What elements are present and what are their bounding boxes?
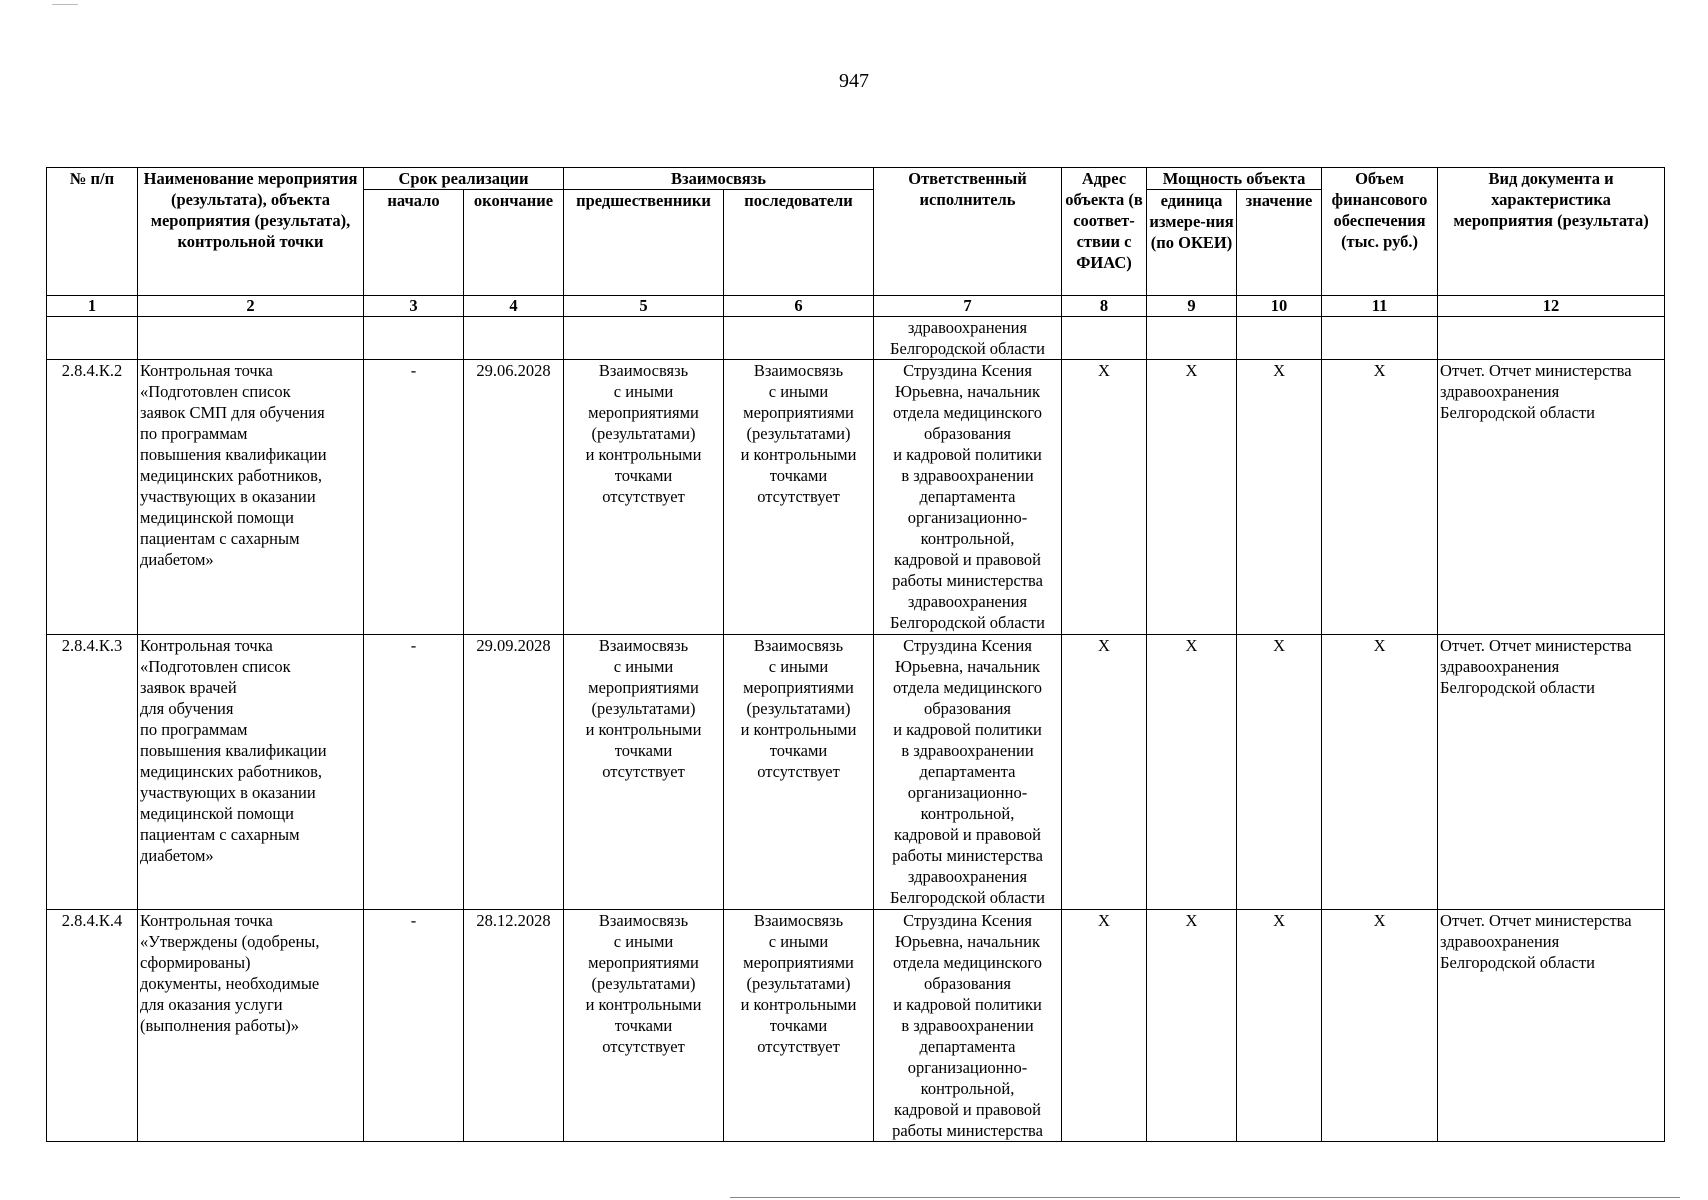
end-date: 29.06.2028 <box>464 360 564 635</box>
table-row <box>47 360 1665 635</box>
header-no: № п/п <box>47 168 138 296</box>
end-date: 28.12.2028 <box>464 910 564 1142</box>
responsible-cell: Струздина Ксения Юрьевна, начальник отдела медицинского образования и кадровой политики в здравоохранении департамента организационно- контрольной, кадровой и правовой работы министерства здравоохранения Белгородской области <box>874 360 1062 635</box>
table-cell <box>724 317 874 360</box>
successors: Взаимосвязь с иными мероприятиями (результатами) и контрольными точками отсутствует <box>724 635 874 910</box>
event-name: Контрольная точка «Утверждены (одобрены, сформированы) документы, необходимые для оказания услуги (выполнения работы)» <box>138 910 364 1142</box>
start-date: - <box>364 635 464 910</box>
header-term-end: окончание <box>464 190 564 296</box>
row-number: 2.8.4.К.2 <box>47 360 138 635</box>
column-number: 12 <box>1438 296 1665 317</box>
table-cell <box>1062 317 1147 360</box>
header-term-start: начало <box>364 190 464 296</box>
continuation-row <box>47 317 1665 360</box>
column-number-row <box>47 296 1665 317</box>
header-power-unit: единица измере-ния (по ОКЕИ) <box>1147 190 1237 296</box>
unit-cell: Х <box>1147 635 1237 910</box>
predecessors: Взаимосвязь с иными мероприятиями (результатами) и контрольными точками отсутствует <box>564 360 724 635</box>
column-number: 4 <box>464 296 564 317</box>
page-number: 947 <box>839 70 869 92</box>
finance-cell: Х <box>1322 360 1438 635</box>
finance-cell: Х <box>1322 635 1438 910</box>
header-name: Наименование мероприятия (результата), объекта мероприятия (результата), контрольной точки <box>138 168 364 296</box>
column-number: 2 <box>138 296 364 317</box>
value-cell: Х <box>1237 910 1322 1142</box>
value-cell: Х <box>1237 635 1322 910</box>
bottom-rule <box>730 1197 1680 1198</box>
predecessors: Взаимосвязь с иными мероприятиями (результатами) и контрольными точками отсутствует <box>564 635 724 910</box>
table-row <box>47 635 1665 910</box>
unit-cell: Х <box>1147 910 1237 1142</box>
column-number: 8 <box>1062 296 1147 317</box>
column-number: 11 <box>1322 296 1438 317</box>
column-number: 3 <box>364 296 464 317</box>
event-name: Контрольная точка «Подготовлен список заявок СМП для обучения по программам повышения квалификации медицинских работников, участвующих в оказании медицинской помощи пациентам с сахарным диабетом» <box>138 360 364 635</box>
column-number: 6 <box>724 296 874 317</box>
unit-cell: Х <box>1147 360 1237 635</box>
table-cell <box>1322 317 1438 360</box>
header-document: Вид документа и характеристика мероприятия (результата) <box>1438 168 1665 296</box>
column-number: 5 <box>564 296 724 317</box>
table-cell <box>47 317 138 360</box>
finance-cell: Х <box>1322 910 1438 1142</box>
address-cell: Х <box>1062 635 1147 910</box>
address-cell: Х <box>1062 910 1147 1142</box>
table-cell <box>364 317 464 360</box>
table-cell <box>138 317 364 360</box>
header-term-group: Срок реализации <box>364 168 564 190</box>
column-number: 9 <box>1147 296 1237 317</box>
responsible-cell: Струздина Ксения Юрьевна, начальник отдела медицинского образования и кадровой политики в здравоохранении департамента организационно- контрольной, кадровой и правовой работы министерства здравоохранения Белгородской области <box>874 635 1062 910</box>
header-link-succ: последователи <box>724 190 874 296</box>
successors: Взаимосвязь с иными мероприятиями (результатами) и контрольными точками отсутствует <box>724 910 874 1142</box>
header-finance: Объем финансового обеспечения (тыс. руб.) <box>1322 168 1438 296</box>
plan-table <box>46 167 1665 1142</box>
table-row <box>47 910 1665 1142</box>
table-cell <box>1237 317 1322 360</box>
table-cell <box>464 317 564 360</box>
header-power-value: значение <box>1237 190 1322 296</box>
header-link-group: Взаимосвязь <box>564 168 874 190</box>
responsible-cell: Струздина Ксения Юрьевна, начальник отдела медицинского образования и кадровой политики в здравоохранении департамента организационно- контрольной, кадровой и правовой работы министерства <box>874 910 1062 1142</box>
header-power-group: Мощность объекта <box>1147 168 1322 190</box>
end-date: 29.09.2028 <box>464 635 564 910</box>
value-cell: Х <box>1237 360 1322 635</box>
header-address: Адрес объекта (в соответ-ствии с ФИАС) <box>1062 168 1147 296</box>
column-number: 10 <box>1237 296 1322 317</box>
row-number: 2.8.4.К.4 <box>47 910 138 1142</box>
successors: Взаимосвязь с иными мероприятиями (результатами) и контрольными точками отсутствует <box>724 360 874 635</box>
table-cell <box>564 317 724 360</box>
document-cell: Отчет. Отчет министерства здравоохранения Белгородской области <box>1438 635 1665 910</box>
header-responsible: Ответственный исполнитель <box>874 168 1062 296</box>
table-cell <box>1147 317 1237 360</box>
table-cell <box>1438 317 1665 360</box>
document-cell: Отчет. Отчет министерства здравоохранения Белгородской области <box>1438 360 1665 635</box>
row-number: 2.8.4.К.3 <box>47 635 138 910</box>
address-cell: Х <box>1062 360 1147 635</box>
event-name: Контрольная точка «Подготовлен список заявок врачей для обучения по программам повышения квалификации медицинских работников, участвующих в оказании медицинской помощи пациентам с сахарным диабетом» <box>138 635 364 910</box>
document-cell: Отчет. Отчет министерства здравоохранения Белгородской области <box>1438 910 1665 1142</box>
start-date: - <box>364 910 464 1142</box>
scan-artifact <box>52 4 78 5</box>
responsible-cell: здравоохранения Белгородской области <box>874 317 1062 360</box>
predecessors: Взаимосвязь с иными мероприятиями (результатами) и контрольными точками отсутствует <box>564 910 724 1142</box>
column-number: 7 <box>874 296 1062 317</box>
start-date: - <box>364 360 464 635</box>
column-number: 1 <box>47 296 138 317</box>
header-link-pred: предшественники <box>564 190 724 296</box>
